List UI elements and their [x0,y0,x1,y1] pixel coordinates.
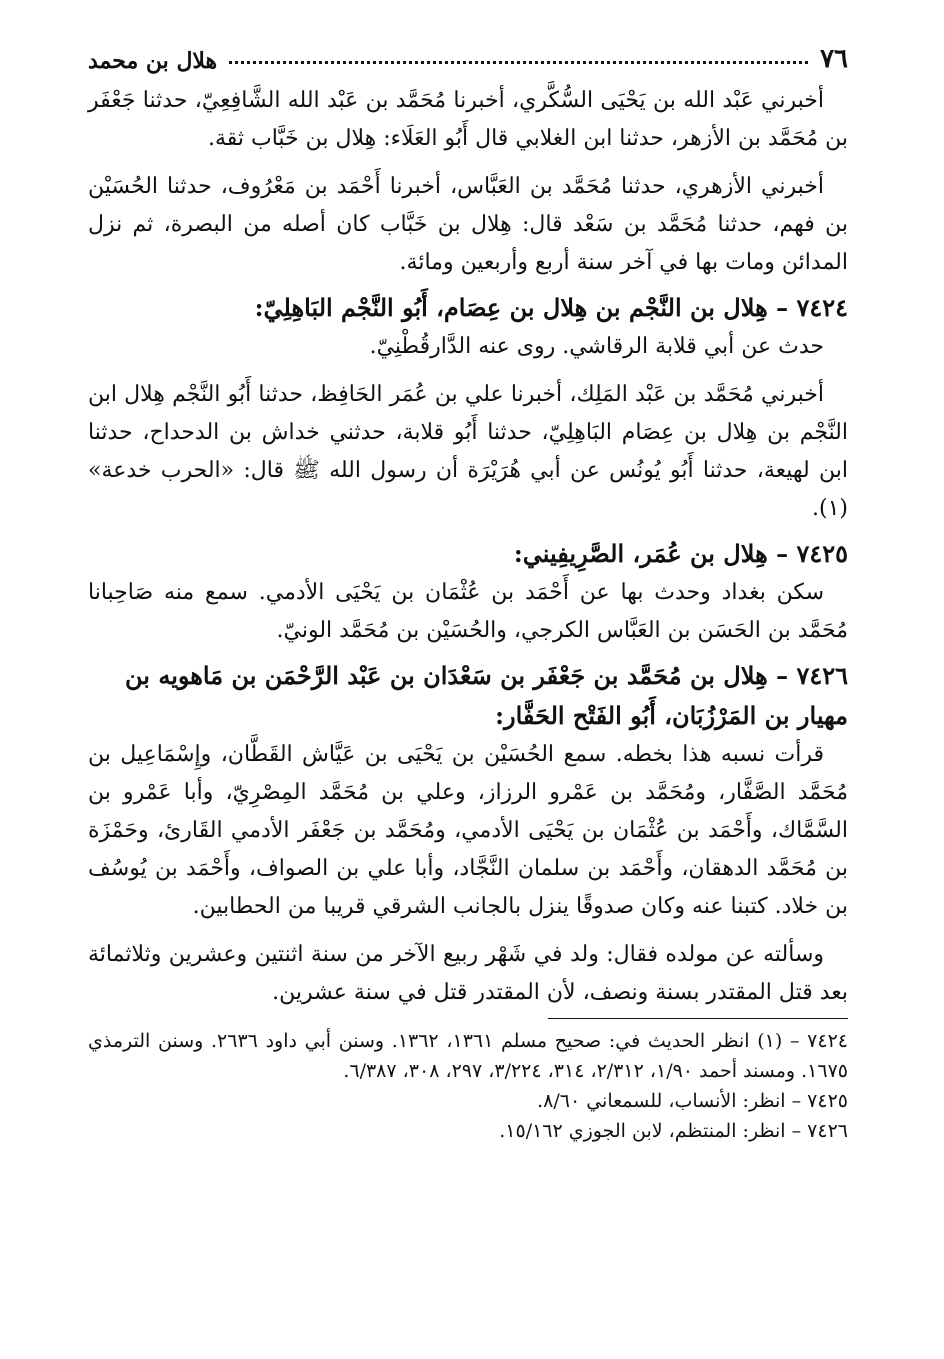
spacer [88,366,848,376]
paragraph-7426-teachers: قرأت نسبه هذا بخطه. سمع الحُسَيْن بن يَحْيَى بن عَيَّاش القَطَّان، وإِسْمَاعِيل بن مُحَمَّد الصَّفَّار، ومُحَمَّد بن عَمْرو الرزاز، وعلي بن مُحَمَّد المِصْرِيّ، وأبا عَمْرو بن السَّمَّاك، وأَحْمَد بن عُثْمَان بن يَحْيَى الأدمي، ومُحَمَّد بن جَعْفَر الأدمي القَارئ، وحَمْزَة بن مُحَمَّد الدهقان، وأَحْمَد بن سلمان النَّجَّاد، وأبا علي بن الصواف، وأَحْمَد بن يُوسُف بن خلاد. كتبنا عنه وكان صدوقًا ينزل بالجانب الشرقي قريبا من الحطابين. [88,742,848,919]
footnote-separator [88,1012,848,1026]
paragraph-7426-birth: وسألته عن مولده فقال: ولد في شَهْر ربيع الآخر من سنة اثنتين وعشرين وثلاثمائة بعد قتل المقتدر بسنة ونصف، لأن المقتدر قتل في سنة عشرين. [88,942,848,1005]
paragraph-7425: سكن بغداد وحدث بها عن أَحْمَد بن عُثْمَان بن يَحْيَى الأدمي. سمع منه صَاحِبانا مُحَمَّد بن الحَسَن بن العَبَّاس الكرجي، والحُسَيْن بن مُحَمَّد الونيّ. [88,580,848,643]
paragraph-narration-1: أخبرني عَبْد الله بن يَحْيَى السُّكَّري، أخبرنا مُحَمَّد بن عَبْد الله الشَّافِعِيّ، حدثنا جَعْفَر بن مُحَمَّد بن الأزهر، حدثنا ابن الغلابي قال أَبُو العَلَاء: هِلال بن خَبَّاب ثقة. [88,88,848,151]
footnote-7424: ٧٤٢٤ – (١) انظر الحديث في: صحيح مسلم ١٣٦١، ١٣٦٢. وسنن أبي داود ٢٦٣٦. وسنن الترمذي ١٦٧٥. ومسند أحمد ١/٩٠، ٢/٣١٢، ٣١٤، ٣/٢٢٤، ٢٩٧، ٣٠٨، ٦/٣٨٧. [88,1030,848,1082]
paragraph-7424-hadith: أخبرني مُحَمَّد بن عَبْد المَلِك، أخبرنا علي بن عُمَر الحَافِظ، حدثنا أَبُو النَّجْم هِلال ابن النَّجْم بن هِلال بن عِصَام البَاهِلِيّ، حدثنا أَبُو قلابة، حدثني خداش بن الدحداح، حدثنا ابن لهيعة، حدثنا أَبُو يُونُس عن أبي هُرَيْرَة أن رسول الله ﷺ قال: «الحرب خدعة» (١). [88,382,848,521]
footnote-rule [548,1018,848,1019]
header-dot-leader [229,61,808,64]
page-number: ٧٦ [820,44,848,74]
spacer [88,158,848,168]
entry-heading-7426: ٧٤٢٦ – هِلال بن مُحَمَّد بن جَعْفَر بن سَعْدَان بن عَبْد الرَّحْمَن بن مَاهويه بن مهيار بن المَرْزُبَان، أَبُو الفَتْح الحَفَّار: [125,661,848,730]
footnotes [88,1026,848,1146]
main-text [88,82,848,1012]
book-page [88,30,848,1339]
paragraph-narration-2: أخبرني الأزهري، حدثنا مُحَمَّد بن العَبَّاس، أخبرنا أَحْمَد بن مَعْرُوف، حدثنا الحُسَيْن بن فهم، حدثنا مُحَمَّد بن سَعْد قال: هِلال بن خَبَّاب كان أصله من البصرة، ثم نزل المدائن ومات بها في آخر سنة أربع وأربعين ومائة. [88,174,848,275]
footnote-7425: ٧٤٢٥ – انظر: الأنساب، للسمعاني ٨/٦٠. [537,1090,848,1112]
entry-heading-7425: ٧٤٢٥ – هِلال بن عُمَر، الصَّرِيفِيني: [513,539,848,568]
page-header [88,30,848,74]
paragraph-7424-summary: حدث عن أبي قلابة الرقاشي. روى عنه الدَّارقُطْنِيّ. [369,334,824,359]
entry-heading-7424: ٧٤٢٤ – هِلال بن النَّجْم بن هِلال بن عِصَام، أَبُو النَّجْم البَاهِلِيّ: [254,293,848,322]
footnote-7426: ٧٤٢٦ – انظر: المنتظم، لابن الجوزي ١٥/١٦٢. [499,1120,848,1142]
spacer [88,926,848,936]
running-title: هلال بن محمد [88,48,218,74]
